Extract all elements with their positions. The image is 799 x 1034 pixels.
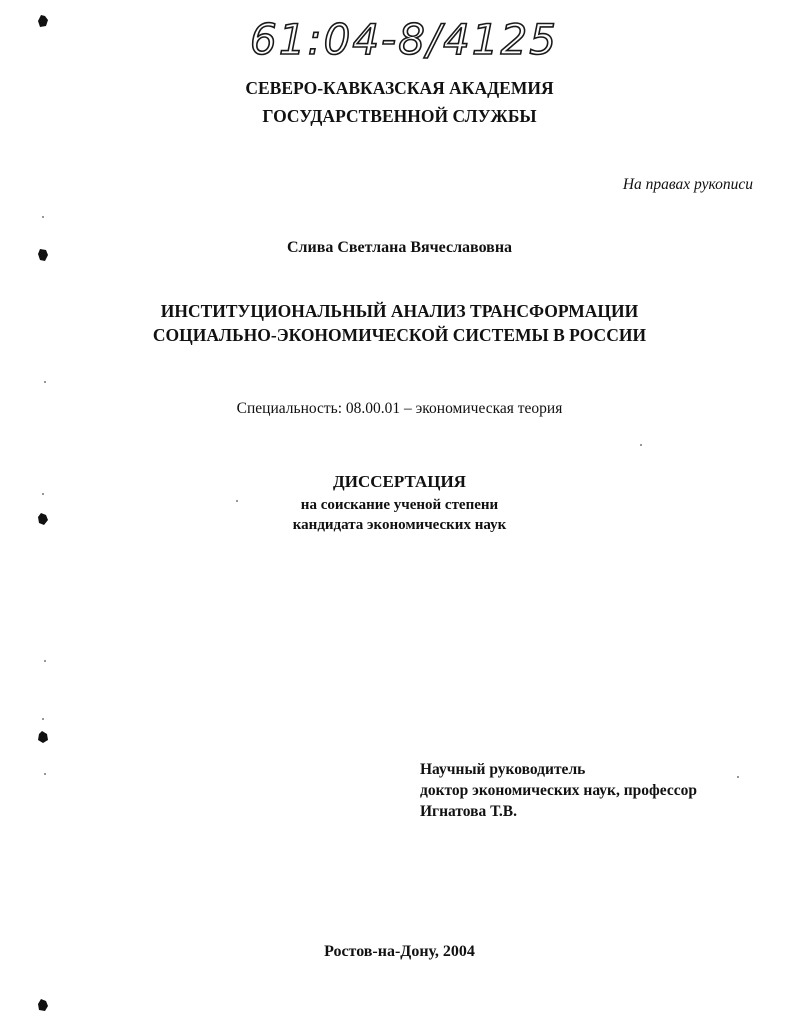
- binding-hole-mark: [38, 248, 48, 260]
- author-name: Слива Светлана Вячеславовна: [286, 239, 513, 256]
- supervisor-name: Игнатова Т.В.: [420, 803, 518, 820]
- dissertation-heading: ДИССЕРТАЦИЯ: [333, 472, 466, 491]
- dissertation-title: [0, 299, 799, 347]
- scan-speck: [42, 718, 44, 720]
- scan-speck: [640, 444, 642, 446]
- academy-name-line2: ГОСУДАРСТВЕННОЙ СЛУЖБЫ: [262, 106, 537, 126]
- supervisor-block: [420, 759, 697, 822]
- binding-hole-mark: [38, 14, 48, 26]
- scan-speck: [42, 493, 44, 495]
- dissertation-degree: [0, 495, 799, 535]
- academy-name-line1: СЕВЕРО-КАВКАЗСКАЯ АКАДЕМИЯ: [245, 78, 554, 98]
- scan-speck: [737, 776, 739, 778]
- academy-name: [0, 74, 799, 130]
- scan-speck: [44, 381, 46, 383]
- scan-speck: [236, 500, 238, 502]
- degree-line1: на соискание ученой степени: [300, 497, 499, 513]
- title-line2: СОЦИАЛЬНО-ЭКОНОМИЧЕСКОЙ СИСТЕМЫ В РОССИИ: [152, 325, 647, 345]
- supervisor-label: Научный руководитель: [420, 761, 586, 778]
- binding-hole-mark: [38, 512, 48, 524]
- rights-note: На правах рукописи: [622, 176, 753, 193]
- binding-hole-mark: [38, 998, 48, 1010]
- supervisor-degree: доктор экономических наук, профессор: [420, 782, 697, 799]
- scan-speck: [44, 773, 46, 775]
- degree-line2: кандидата экономических наук: [292, 517, 507, 533]
- scan-speck: [44, 660, 46, 662]
- specialty: Специальность: 08.00.01 – экономическая теория: [236, 400, 563, 417]
- title-line1: ИНСТИТУЦИОНАЛЬНЫЙ АНАЛИЗ ТРАНСФОРМАЦИИ: [160, 301, 639, 321]
- binding-hole-mark: [38, 730, 48, 742]
- city-year: Ростов-на-Дону, 2004: [324, 943, 475, 960]
- handwritten-archive-number: [246, 8, 558, 68]
- scan-speck: [42, 216, 44, 218]
- archive-number-text: 61:04-8/4125: [250, 15, 558, 64]
